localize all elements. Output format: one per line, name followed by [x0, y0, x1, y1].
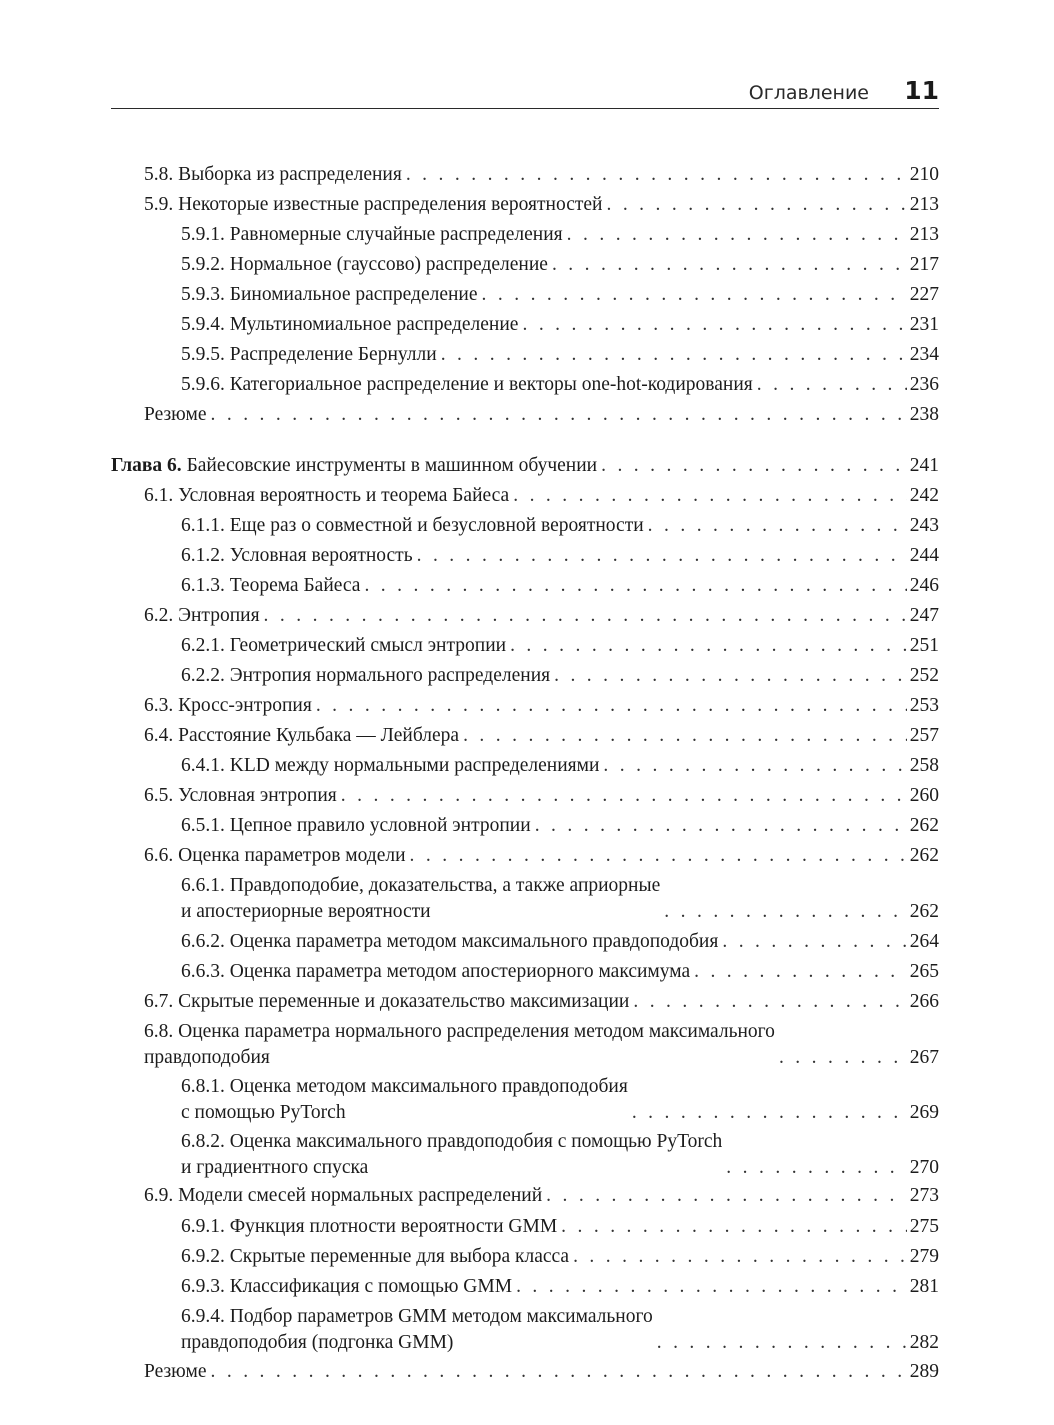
toc-page-number: 242: [909, 485, 939, 506]
toc-page-number: 258: [909, 755, 939, 776]
toc-entry[interactable]: [144, 843, 939, 869]
toc-entry-label: 6.3. Кросс-энтропия: [144, 695, 312, 716]
toc-page-number: 281: [909, 1276, 939, 1297]
toc-entry[interactable]: [181, 813, 939, 839]
dot-leader: [459, 723, 907, 749]
dot-leader: [644, 513, 907, 539]
toc-page-number: 252: [909, 665, 939, 686]
toc-entry-line: 6.8. Оценка параметра нормального распределения методом максимального: [144, 1021, 775, 1042]
toc-entry[interactable]: [144, 483, 939, 509]
dot-leader: [478, 282, 907, 308]
toc-entry-label: 6.7. Скрытые переменные и доказательство максимизации: [144, 991, 630, 1012]
toc-page-number: 238: [909, 404, 939, 425]
dot-leader: [602, 192, 906, 218]
dot-leader: [207, 402, 907, 428]
toc-entry[interactable]: [181, 1244, 939, 1270]
toc-entry[interactable]: [144, 162, 939, 188]
dot-leader: [550, 663, 907, 689]
toc-entry-line: 6.9.4. Подбор параметров GMM методом максимального: [181, 1306, 653, 1327]
toc-page-number: 260: [909, 785, 939, 806]
toc-entry-label: [181, 1129, 722, 1181]
toc-entry[interactable]: [181, 312, 939, 338]
toc-entry-label: 6.1.3. Теорема Байеса: [181, 575, 361, 596]
toc-entry-label: 5.9.6. Категориальное распределение и векторы one-hot-кодирования: [181, 374, 753, 395]
toc-entry[interactable]: [181, 1304, 939, 1356]
dot-leader: [628, 1100, 907, 1126]
dot-leader: [753, 372, 907, 398]
dot-leader: [531, 813, 907, 839]
toc-entry[interactable]: [144, 723, 939, 749]
toc-page-number: 275: [909, 1216, 939, 1237]
toc-entry-line: 6.8.1. Оценка методом максимального правдоподобия: [181, 1076, 628, 1097]
toc-entry-label: 6.6. Оценка параметров модели: [144, 845, 406, 866]
toc-page-number: 227: [909, 284, 939, 305]
toc-entry-label: 5.9. Некоторые известные распределения вероятностей: [144, 194, 603, 215]
toc-page-number: 270: [909, 1157, 939, 1178]
toc-page-number: 217: [909, 254, 939, 275]
toc-page-number: 246: [909, 575, 939, 596]
toc-entry[interactable]: [181, 1129, 939, 1181]
running-header: [111, 72, 939, 109]
dot-leader: [337, 783, 907, 809]
dot-leader: [207, 1359, 907, 1385]
toc-page-number: 262: [909, 901, 939, 922]
toc-page-number: 213: [909, 194, 939, 215]
toc-page-number: 262: [909, 815, 939, 836]
toc-entry[interactable]: [181, 873, 939, 925]
toc-entry-label: 6.4.1. KLD между нормальными распределениями: [181, 755, 600, 776]
dot-leader: [402, 162, 907, 188]
dot-leader: [260, 603, 907, 629]
toc-entry[interactable]: [181, 252, 939, 278]
toc-entry-label: 5.9.3. Биномиальное распределение: [181, 284, 478, 305]
toc-page-number: 257: [909, 725, 939, 746]
dot-leader: [413, 543, 907, 569]
toc-page-number: 243: [909, 515, 939, 536]
toc-entry-label: 6.5. Условная энтропия: [144, 785, 337, 806]
toc-entry-label: 6.2.2. Энтропия нормального распределения: [181, 665, 551, 686]
toc-entry-label: 6.6.2. Оценка параметра методом максимального правдоподобия: [181, 931, 719, 952]
toc-entry-line: 6.6.1. Правдоподобие, доказательства, а также априорные: [181, 875, 661, 896]
toc-entry-label: [181, 873, 660, 925]
toc-entry[interactable]: [181, 663, 939, 689]
toc-entry-label: 5.8. Выборка из распределения: [144, 164, 402, 185]
toc-entry-label: 6.9.1. Функция плотности вероятности GMM: [181, 1216, 558, 1237]
dot-leader: [599, 753, 906, 779]
dot-leader: [690, 959, 907, 985]
dot-leader: [722, 1155, 906, 1181]
dot-leader: [542, 1183, 907, 1209]
toc-entry-line: правдоподобия (подгонка GMM): [181, 1332, 454, 1353]
toc-entry-label: 5.9.2. Нормальное (гауссово) распределение: [181, 254, 548, 275]
toc-entry[interactable]: [181, 633, 939, 659]
toc-entry[interactable]: [144, 989, 939, 1015]
toc-entry-label: [111, 453, 597, 479]
toc-entry[interactable]: [181, 929, 939, 955]
header-title: Оглавление: [748, 82, 869, 104]
dot-leader: [653, 1330, 907, 1356]
toc-chapter-entry[interactable]: [111, 453, 939, 479]
toc-page-number: 213: [909, 224, 939, 245]
toc-page-number: 234: [909, 344, 939, 365]
chapter-title: Байесовские инструменты в машинном обучении: [186, 455, 598, 476]
toc-entry-label: 6.9.3. Классификация с помощью GMM: [181, 1276, 513, 1297]
toc-page-number: 279: [909, 1246, 939, 1267]
dot-leader: [629, 989, 906, 1015]
dot-leader: [660, 899, 906, 925]
toc-page-number: 269: [909, 1102, 939, 1123]
toc-entry-label: 6.6.3. Оценка параметра методом апостериорного максимума: [181, 961, 691, 982]
toc-entry[interactable]: [181, 513, 939, 539]
toc-page-number: 262: [909, 845, 939, 866]
toc-page-number: 210: [909, 164, 939, 185]
toc-page-number: 289: [909, 1361, 939, 1382]
toc-entry[interactable]: [181, 1274, 939, 1300]
toc-entry-line: правдоподобия: [144, 1047, 270, 1068]
toc-entry-label: 6.5.1. Цепное правило условной энтропии: [181, 815, 531, 836]
toc-entry[interactable]: [144, 1183, 939, 1209]
toc-page-number: 267: [909, 1047, 939, 1068]
dot-leader: [569, 1244, 907, 1270]
toc-page-number: 266: [909, 991, 939, 1012]
toc-page-number: 273: [909, 1185, 939, 1206]
toc-entry-label: 6.1. Условная вероятность и теорема Байеса: [144, 485, 510, 506]
toc-page-number: 231: [909, 314, 939, 335]
toc-entry[interactable]: [181, 543, 939, 569]
toc-entry-label: 6.1.2. Условная вероятность: [181, 545, 413, 566]
dot-leader: [406, 843, 907, 869]
dot-leader: [360, 573, 906, 599]
toc-entry-line: с помощью PyTorch: [181, 1102, 346, 1123]
toc-entry-label: 6.2.1. Геометрический смысл энтропии: [181, 635, 507, 656]
toc-entry-label: [181, 1074, 628, 1126]
toc-entry-label: 6.4. Расстояние Кульбака — Лейблера: [144, 725, 460, 746]
toc-entry[interactable]: [144, 603, 939, 629]
toc-entry-line: и градиентного спуска: [181, 1157, 369, 1178]
dot-leader: [437, 342, 907, 368]
toc-entry[interactable]: [181, 959, 939, 985]
dot-leader: [775, 1045, 907, 1071]
toc-page-number: 251: [909, 635, 939, 656]
dot-leader: [512, 1274, 907, 1300]
toc-entry[interactable]: [181, 753, 939, 779]
dot-leader: [506, 633, 907, 659]
toc-entry[interactable]: [181, 282, 939, 308]
toc-entry[interactable]: [181, 1214, 939, 1240]
dot-leader: [597, 453, 907, 479]
toc-page-number: 247: [909, 605, 939, 626]
toc-entry-label: 5.9.1. Равномерные случайные распределения: [181, 224, 563, 245]
toc-entry[interactable]: [144, 693, 939, 719]
dot-leader: [718, 929, 906, 955]
toc-entry[interactable]: [181, 342, 939, 368]
toc-entry[interactable]: [181, 222, 939, 248]
dot-leader: [312, 693, 907, 719]
dot-leader: [557, 1214, 907, 1240]
toc-entry[interactable]: [144, 783, 939, 809]
toc-entry[interactable]: [181, 573, 939, 599]
dot-leader: [518, 312, 906, 338]
toc-entry-label: 5.9.5. Распределение Бернулли: [181, 344, 437, 365]
chapter-prefix: Глава 6.: [111, 455, 182, 476]
toc-entry-label: 6.9.2. Скрытые переменные для выбора класса: [181, 1246, 570, 1267]
dot-leader: [563, 222, 907, 248]
toc-entry[interactable]: [144, 192, 939, 218]
toc-page-number: 265: [909, 961, 939, 982]
dot-leader: [509, 483, 907, 509]
toc-entry[interactable]: [144, 1359, 939, 1385]
toc-entry-label: [181, 1304, 653, 1356]
toc-page-number: 236: [909, 374, 939, 395]
toc-entry-label: Резюме: [144, 404, 207, 425]
toc-page-number: 253: [909, 695, 939, 716]
toc-page-number: 282: [909, 1332, 939, 1353]
toc-entry[interactable]: [144, 1019, 939, 1071]
toc-entry[interactable]: [144, 402, 939, 428]
toc-entry-label: 5.9.4. Мультиномиальное распределение: [181, 314, 519, 335]
toc-entry-label: 6.2. Энтропия: [144, 605, 260, 626]
toc-entry-line: 6.8.2. Оценка максимального правдоподобия с помощью PyTorch: [181, 1131, 723, 1152]
toc-page-number: 241: [909, 455, 939, 476]
toc-entry-line: и апостериорные вероятности: [181, 901, 431, 922]
toc-entry[interactable]: [181, 1074, 939, 1126]
dot-leader: [548, 252, 907, 278]
header-page-number: 11: [904, 76, 939, 105]
toc-entry-label: Резюме: [144, 1361, 207, 1382]
toc-entry-label: [144, 1019, 775, 1071]
toc-entry-label: 6.1.1. Еще раз о совместной и безусловной вероятности: [181, 515, 644, 536]
toc-page-number: 244: [909, 545, 939, 566]
toc-entry[interactable]: [181, 372, 939, 398]
toc-page-number: 264: [909, 931, 939, 952]
toc-entry-label: 6.9. Модели смесей нормальных распределений: [144, 1185, 543, 1206]
